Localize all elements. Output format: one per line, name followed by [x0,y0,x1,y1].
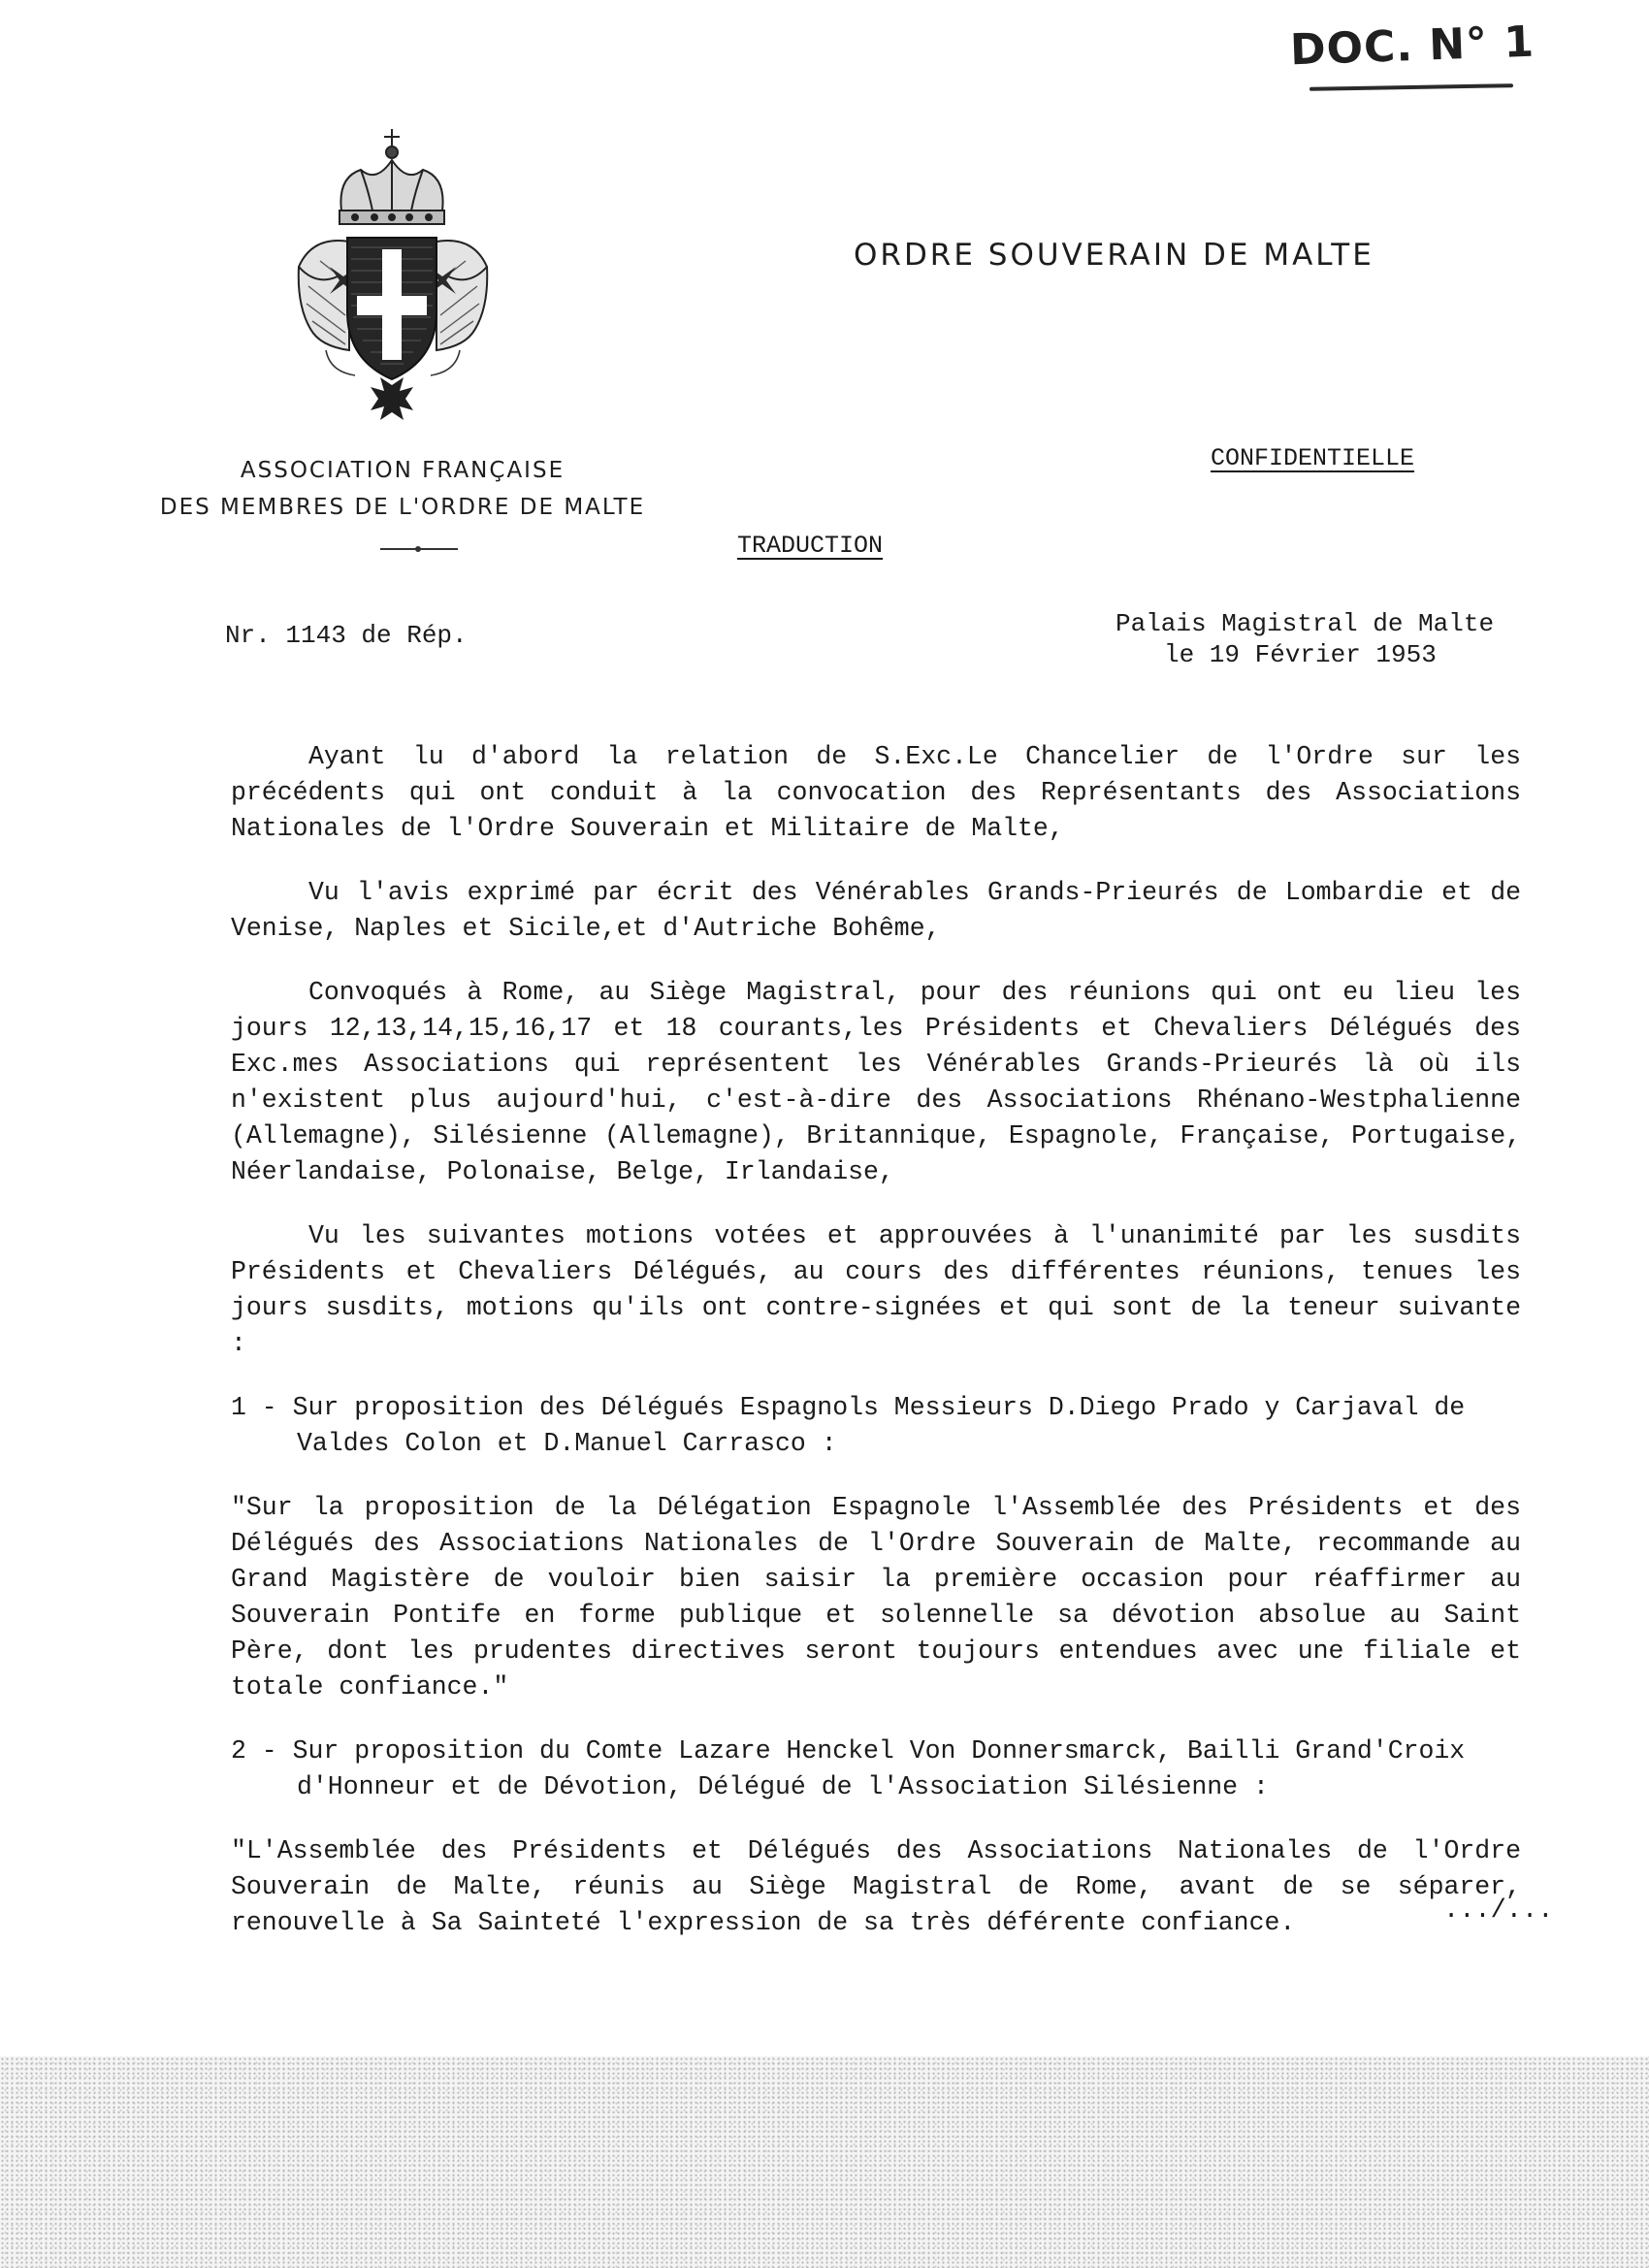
decorative-divider [380,548,458,550]
paragraph-chancellor-report: Ayant lu d'abord la relation de S.Exc.Le Chancelier de l'Ordre sur les précédents qui ont conduit à la convocation des Représentants des Associations Nationales de l'Ordre Souverain et Militaire de Malte, [231,742,1521,843]
order-crest-icon [291,121,495,441]
paragraph-motions: Vu les suivantes motions votées et approuvées à l'unanimité par les susdits Présidents et Chevaliers Délégués, au cours des différentes réunions, tenues les jours susdits, motions qu'ils ont contre-signées et qui sont de la teneur suivante : [231,1221,1521,1358]
motion-2-text: "L'Assemblée des Présidents et Délégués des Associations Nationales de l'Ordre Souverain de Malte, réunis au Siège Magistral de Rome, avant de se séparer, renouvelle à Sa Sainteté l'expression de sa très déférente confiance. [231,1836,1521,1937]
paragraph-convocation: Convoqués à Rome, au Siège Magistral, pour des réunions qui ont eu lieu les jours 12,13,14,15,16,17 et 18 courants,les Présidents et Chevaliers Délégués des Exc.mes Associations qui représentent les Vénérables Grands-Prieurés là où ils n'existent plus aujourd'hui, c'est-à-dire des Associations Rhénano-Westphalienne (Allemagne), Silésienne (Allemagne), Britannique, Espagnole, Française, Portugaise, Néerlandaise, Polonaise, Belge, Irlandaise, [231,978,1521,1186]
translation-label: TRADUCTION [737,532,884,560]
document-number-mark: DOC. N° 1 [1289,16,1536,76]
motion-2-heading: 2 - Sur proposition du Comte Lazare Henckel Von Donnersmarck, Bailli Grand'Croix d'Honneur et de Dévotion, Délégué de l'Association Silésienne : [231,1736,1466,1801]
order-name: ORDRE SOUVERAIN DE MALTE [854,238,1374,273]
continuation-mark: .../... [1443,1896,1554,1926]
scan-noise-band [0,2057,1649,2268]
association-name-line1: ASSOCIATION FRANÇAISE [240,458,566,483]
place-line: Palais Magistral de Malte [1116,609,1495,638]
reference-number: Nr. 1143 de Rép. [225,621,468,650]
motion-1-heading: 1 - Sur proposition des Délégués Espagnols Messieurs D.Diego Prado y Carjaval de Valdes Colon et D.Manuel Carrasco : [231,1393,1466,1458]
document-number-underline [1310,83,1513,91]
letter-body [231,739,1521,1969]
motion-1-text: "Sur la proposition de la Délégation Espagnole l'Assemblée des Présidents et des Délégués des Associations Nationales de l'Ordre Souverain de Malte, recommande au Grand Magistère de vouloir bien saisir la première occasion pour réaffirmer au Souverain Pontife en forme publique et solennelle sa dévotion absolue au Saint Père, dont les prudentes directives seront toujours entendues avec une filiale et totale confiance." [231,1493,1521,1701]
paragraph-grand-priories-opinion: Vu l'avis exprimé par écrit des Vénérables Grands-Prieurés de Lombardie et de Venise, Naples et Sicile,et d'Autriche Bohême, [231,878,1521,943]
confidential-label: CONFIDENTIELLE [1211,444,1415,472]
association-name-line2: DES MEMBRES DE L'ORDRE DE MALTE [159,495,646,520]
date-line: le 19 Février 1953 [1164,640,1437,669]
